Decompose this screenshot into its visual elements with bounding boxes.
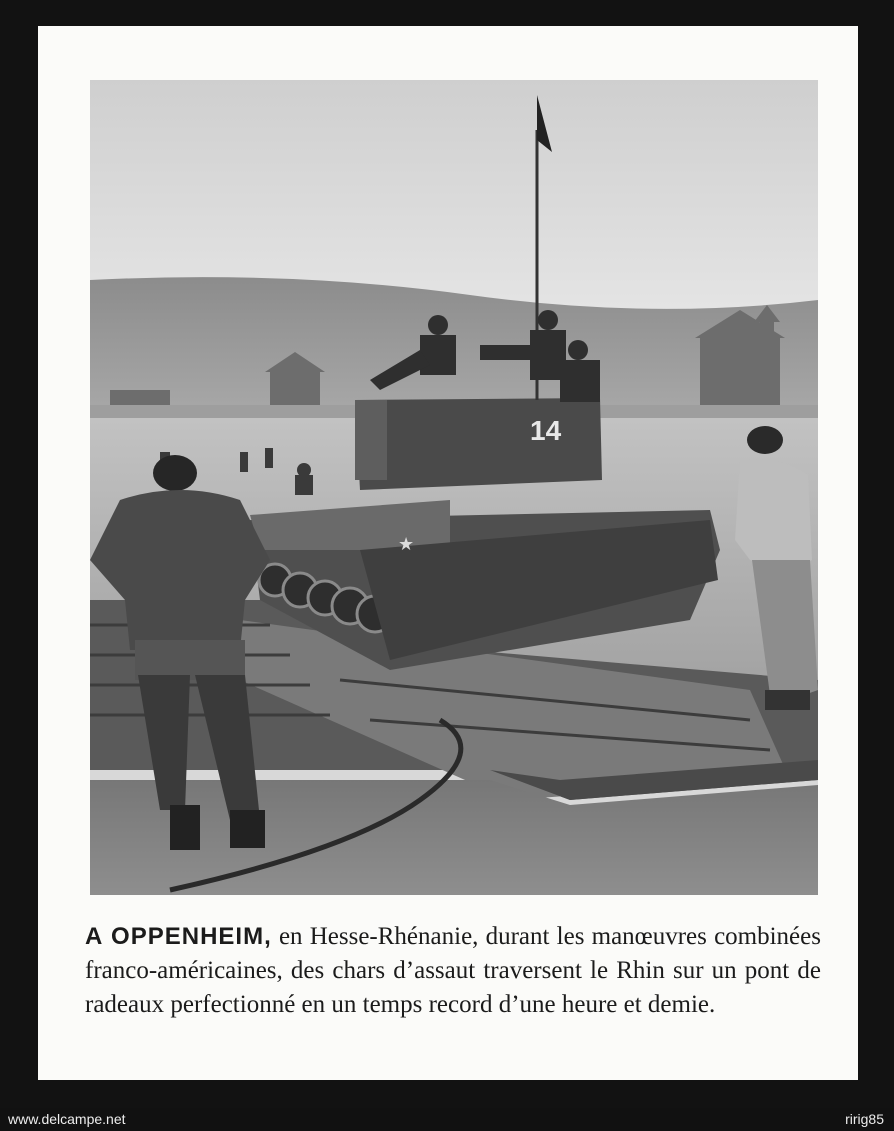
- photograph: [90, 80, 818, 895]
- caption-lead: A OPPENHEIM,: [85, 923, 272, 950]
- watermark-bar: [0, 1108, 894, 1131]
- site-watermark: www.delcampe.net: [8, 1111, 126, 1127]
- sky: [90, 80, 818, 310]
- star-insignia: ★: [398, 534, 415, 555]
- caption-text: en Hesse-Rhénanie, durant les manœuvres combinées franco-américaines, des chars d’assaut traversent le Rhin sur un pont de radeaux perfectionné en un temps record d’une heure et demie.: [85, 923, 821, 1018]
- caption: [85, 920, 821, 1022]
- tank-number: 14: [530, 415, 562, 446]
- seller-watermark: ririg85: [845, 1111, 884, 1127]
